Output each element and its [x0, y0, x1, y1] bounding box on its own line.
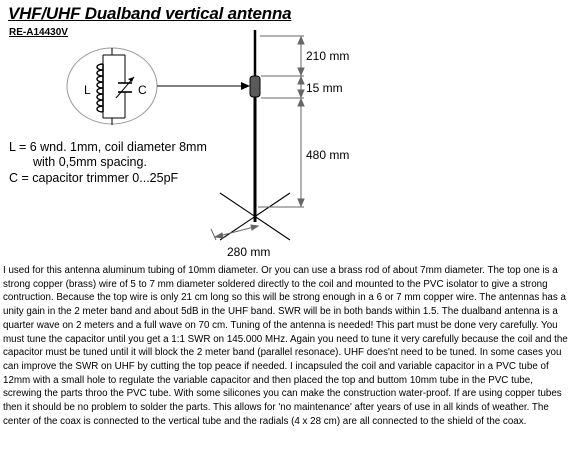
- antenna-element: [250, 30, 260, 222]
- product-code: RE-A14430V: [9, 27, 68, 38]
- arrowhead-icon: [241, 82, 250, 90]
- pvc-isolator: [250, 76, 260, 97]
- spec-capacitor: C = capacitor trimmer 0...25pF: [9, 171, 179, 185]
- dimension-lines: [211, 36, 304, 240]
- capacitor-label: C: [138, 83, 147, 97]
- dim-middle-label: 15 mm: [306, 81, 343, 95]
- dim-bottom-label: 480 mm: [306, 148, 350, 162]
- description-text: I used for this antenna aluminum tubing of 10mm diameter. Or you can use a brass rod of about 7mm diameter. The top one is a strong copper (brass) wire of 5 to 7 mm diameter soldered directly to the coil and mounted to the PVC isolator to give a strong contruction. Because the top wire is only 21 cm long so this will be strong enough in a 6 or 7 mm copper wire. The antennas has a unity gain in the 2 meter band and about 5dB in the UHF band. SWR will be in both bands within 1.5. The dualband antenna is a quarter wave on 2 meters and a full wave on 70 cm. Tuning of the antenna is needed! This part must be done very carefully. You must tune the capacitor until you get a 1:1 SWR on 145.000 MHz. Again you need to tune it very carefully because the coil and the capacitor must be tuned until it will block the 2 meter band (parallel resonace). UHF does'nt need to be tuned. In some cases you can improve the SWR on UHF by cutting the top peace if needed. I incapsuled the coil and variable capacitor in a PVC tube of 12mm with a small hole to regulate the variable capacitor and then placed the top and buttom 10mm tube in the PVC tube, screwing the parts throo the PVC tube. With some silicones you can make the construction water-proof. If are using copper tubes then it should be no problem to solder the parts. This allows for 'no maintenance' after years of use in all kinds of weather. The center of the coax is connected to the vertical tube and the radials (4 x 28 cm) are all connected to the shield of the coax.: [3, 265, 568, 427]
- coil-icon: [97, 64, 103, 112]
- dim-top-label: 210 mm: [306, 49, 350, 63]
- spec-coil: L = 6 wnd. 1mm, coil diameter 8mm: [9, 140, 207, 154]
- dim-radials-label: 280 mm: [227, 245, 271, 259]
- coil-label: L: [84, 83, 91, 97]
- spec-spacing: with 0,5mm spacing.: [33, 155, 147, 169]
- page-title: VHF/UHF Dualband vertical antenna: [8, 4, 292, 23]
- lc-circuit: [97, 48, 134, 125]
